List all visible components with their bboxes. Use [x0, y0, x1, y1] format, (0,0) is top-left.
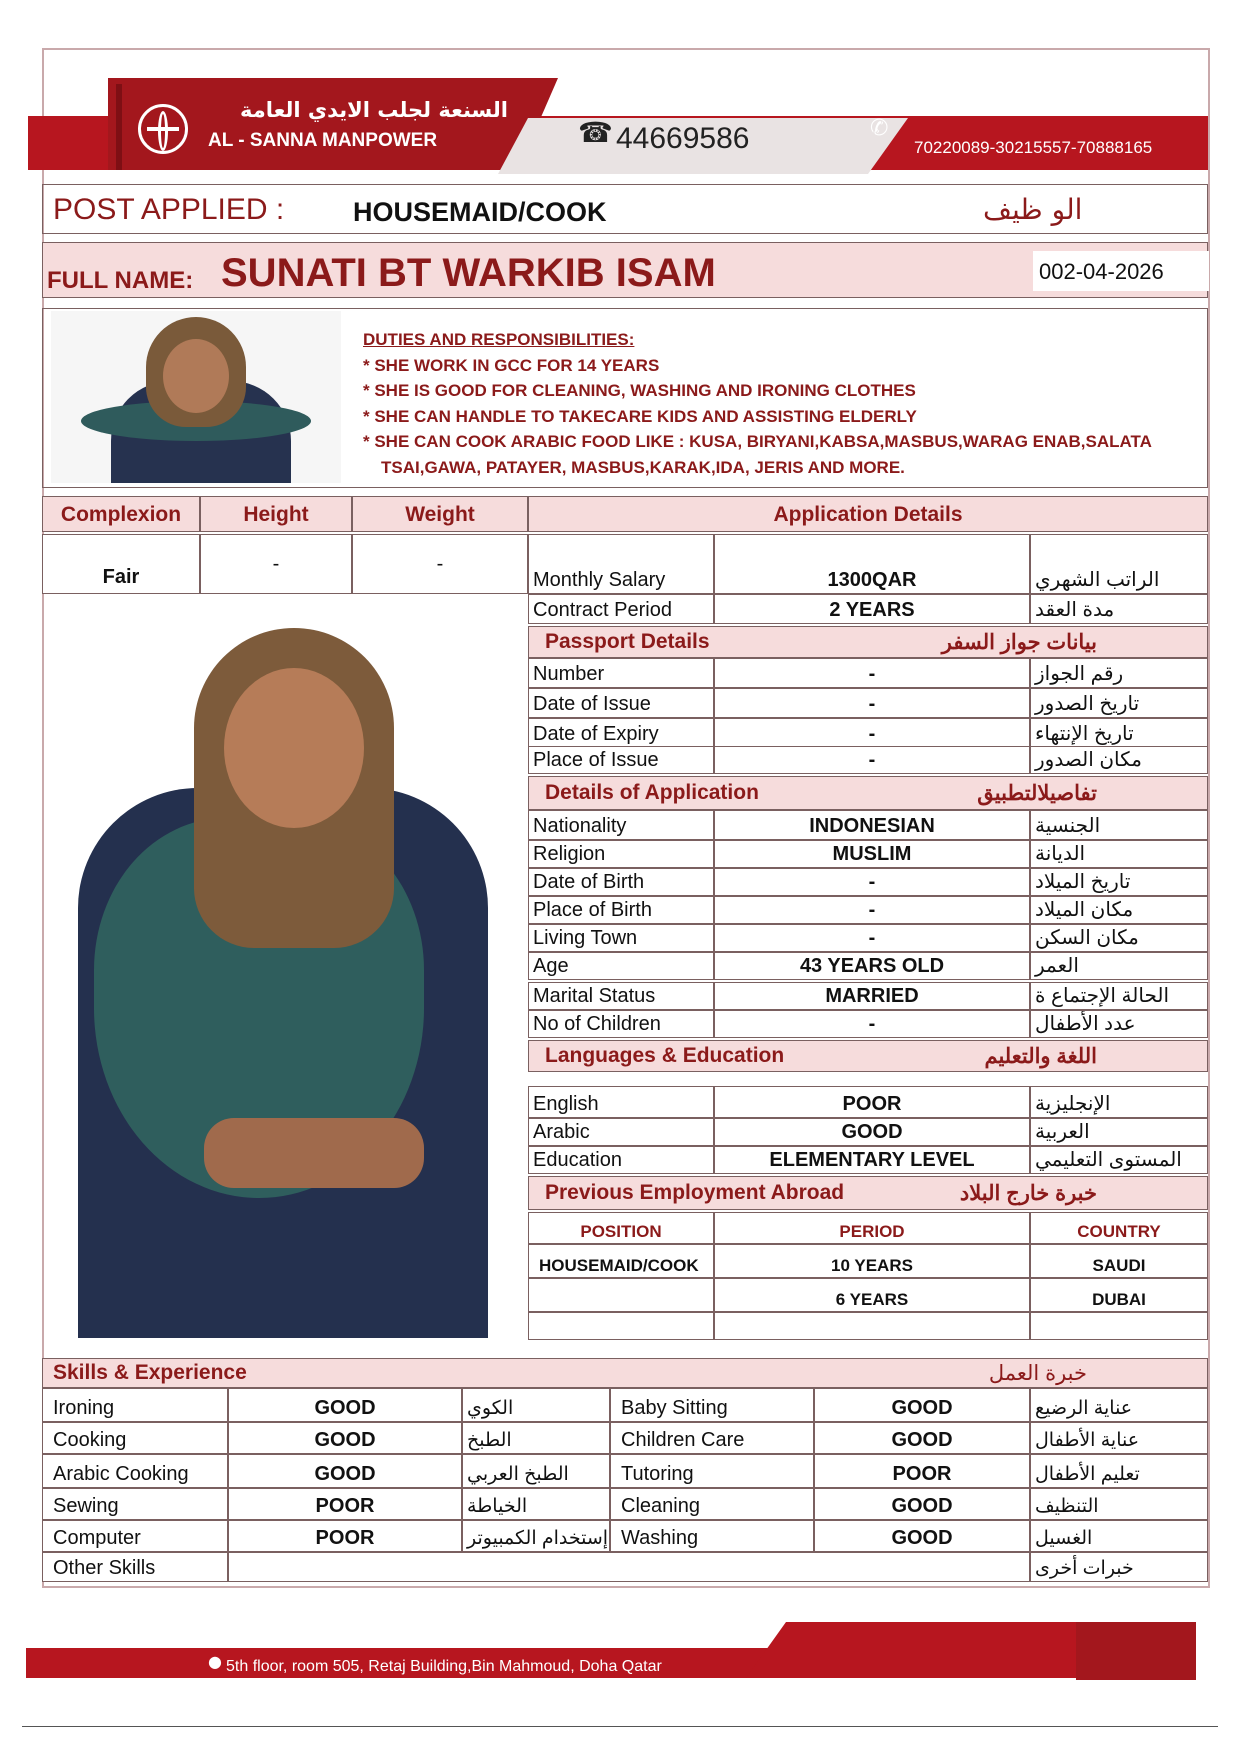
- language-row-value: GOOD: [714, 1118, 1030, 1146]
- height-value: [200, 534, 352, 594]
- passport-row-label-ar: تاريخ الإنتهاء: [1030, 718, 1208, 748]
- globe-logo-icon: [138, 104, 188, 154]
- full-name-label: FULL NAME:: [47, 267, 194, 294]
- weight-text: -: [436, 553, 444, 575]
- details-row-value: INDONESIAN: [714, 810, 1030, 840]
- passport-row-value: -: [714, 718, 1030, 748]
- passport-row-value: -: [714, 746, 1030, 774]
- skill-label: Baby Sitting: [610, 1388, 814, 1422]
- details-row-value: 43 YEARS OLD: [714, 952, 1030, 980]
- details-row-label-ar: الديانة: [1030, 840, 1208, 868]
- contract-label-ar: مدة العقد: [1030, 594, 1208, 624]
- passport-row-value: -: [714, 688, 1030, 718]
- language-row-label-ar: المستوى التعليمي: [1030, 1146, 1208, 1174]
- salary-label: Monthly Salary: [528, 534, 714, 594]
- details-row-label-ar: العمر: [1030, 952, 1208, 980]
- passport-row-label: Date of Issue: [528, 688, 714, 718]
- skill-label-ar: الطبخ: [462, 1422, 610, 1454]
- passport-row-label-ar: رقم الجواز: [1030, 658, 1208, 688]
- skill-rating: POOR: [228, 1488, 462, 1520]
- passport-row-label: Number: [528, 658, 714, 688]
- skill-rating: GOOD: [814, 1488, 1030, 1520]
- skill-label-ar: تعليم الأطفال: [1030, 1454, 1208, 1488]
- salary-value: 1300QAR: [714, 534, 1030, 594]
- skill-label-ar: الخياطة: [462, 1488, 610, 1520]
- details-row-label-ar: مكان الميلاد: [1030, 896, 1208, 924]
- phone-icon: ☎: [578, 116, 613, 149]
- language-row-label-ar: العربية: [1030, 1118, 1208, 1146]
- skill-label-ar: الغسيل: [1030, 1520, 1208, 1552]
- passport-row-label-ar: مكان الصدور: [1030, 746, 1208, 774]
- details-row-value: -: [714, 1010, 1030, 1038]
- bottom-rule: [22, 1726, 1218, 1727]
- employment-cell: [528, 1312, 714, 1340]
- full-name-row: [42, 242, 1208, 298]
- details-row-label: Nationality: [528, 810, 714, 840]
- skill-label-ar: الطبخ العربي: [462, 1454, 610, 1488]
- header-banner: [28, 78, 1208, 174]
- skill-rating: GOOD: [814, 1422, 1030, 1454]
- skill-label-ar: إستخدام الكمبيوتر: [462, 1520, 610, 1552]
- location-pin-icon: ●: [208, 1652, 222, 1671]
- employment-cell: DUBAI: [1030, 1278, 1208, 1312]
- languages-title-ar: اللغة والتعليم: [984, 1044, 1097, 1068]
- height-text: -: [272, 553, 280, 575]
- duties-title: DUTIES AND RESPONSIBILITIES:: [363, 330, 635, 349]
- languages-header: [528, 1040, 1208, 1072]
- company-name-en: AL - SANNA MANPOWER: [208, 130, 438, 151]
- employment-col-header: POSITION: [528, 1212, 714, 1244]
- details-header: [528, 776, 1208, 810]
- mobile-numbers: 70220089-30215557-70888165: [914, 138, 1153, 157]
- employment-col-header: PERIOD: [714, 1212, 1030, 1244]
- duty-item: TSAI,GAWA, PATAYER, MASBUS,KARAK,IDA, JERIS AND MORE.: [381, 457, 905, 477]
- other-skills-label: Other Skills: [42, 1552, 228, 1582]
- passport-title-ar: بيانات جواز السفر: [941, 630, 1097, 654]
- details-row-label: Marital Status: [528, 982, 714, 1010]
- language-row-value: POOR: [714, 1086, 1030, 1118]
- skill-label: Arabic Cooking: [42, 1454, 228, 1488]
- footer-banner: [26, 1622, 1196, 1680]
- application-details-header: Application Details: [528, 496, 1208, 532]
- passport-row-label: Date of Expiry: [528, 718, 714, 748]
- details-row-label: Place of Birth: [528, 896, 714, 924]
- skill-label: Cleaning: [610, 1488, 814, 1520]
- skill-label-ar: عناية الأطفال: [1030, 1422, 1208, 1454]
- language-row-label: English: [528, 1086, 714, 1118]
- skill-label: Children Care: [610, 1422, 814, 1454]
- post-applied-value: HOUSEMAID/COOK: [353, 197, 607, 227]
- employment-cell: 6 YEARS: [714, 1278, 1030, 1312]
- reference-code-text: 002-04-2026: [1039, 259, 1164, 284]
- post-applied-label-ar: الو ظيف: [983, 193, 1083, 226]
- details-row-label-ar: تاريخ الميلاد: [1030, 868, 1208, 896]
- company-name-ar: السنعة لجلب الايدي العامة: [239, 98, 508, 122]
- skills-title-ar: خبرة العمل: [988, 1361, 1087, 1385]
- skill-label: Washing: [610, 1520, 814, 1552]
- skill-label: Cooking: [42, 1422, 228, 1454]
- skill-rating: GOOD: [228, 1422, 462, 1454]
- details-row-label-ar: عدد الأطفال: [1030, 1010, 1208, 1038]
- details-row-label-ar: مكان السكن: [1030, 924, 1208, 952]
- skill-rating: GOOD: [228, 1454, 462, 1488]
- passport-title: Passport Details: [545, 630, 710, 653]
- details-title-ar: تفاصيلالتطبيق: [977, 781, 1097, 805]
- skill-label-ar: عناية الرضيع: [1030, 1388, 1208, 1422]
- passport-row-label-ar: تاريخ الصدور: [1030, 688, 1208, 718]
- details-title: Details of Application: [545, 781, 759, 804]
- complexion-text: Fair: [102, 566, 140, 588]
- details-row-label: No of Children: [528, 1010, 714, 1038]
- passport-row-label: Place of Issue: [528, 746, 714, 774]
- duties-section: [42, 308, 1208, 488]
- employment-title-ar: خبرة خارج البلاد: [959, 1181, 1097, 1205]
- skill-rating: POOR: [228, 1520, 462, 1552]
- duties-list: [363, 327, 1203, 480]
- employment-title: Previous Employment Abroad: [545, 1181, 845, 1204]
- weight-value: [352, 534, 528, 594]
- languages-title: Languages & Education: [545, 1044, 785, 1067]
- skill-label: Sewing: [42, 1488, 228, 1520]
- skill-label: Computer: [42, 1520, 228, 1552]
- post-applied-row: [42, 184, 1208, 234]
- details-row-value: -: [714, 868, 1030, 896]
- duty-item: * SHE WORK IN GCC FOR 14 YEARS: [363, 355, 660, 375]
- skill-label: Tutoring: [610, 1454, 814, 1488]
- language-row-value: ELEMENTARY LEVEL: [714, 1146, 1030, 1174]
- details-row-label: Date of Birth: [528, 868, 714, 896]
- details-row-label: Age: [528, 952, 714, 980]
- small-photo: [51, 311, 341, 483]
- contract-value: 2 YEARS: [714, 594, 1030, 624]
- employment-cell: SAUDI: [1030, 1244, 1208, 1278]
- skill-rating: GOOD: [814, 1520, 1030, 1552]
- complexion-header: Complexion: [42, 496, 200, 532]
- skill-rating: GOOD: [814, 1388, 1030, 1422]
- language-row-label-ar: الإنجليزية: [1030, 1086, 1208, 1118]
- height-header: Height: [200, 496, 352, 532]
- employment-cell: 10 YEARS: [714, 1244, 1030, 1278]
- details-row-label: Living Town: [528, 924, 714, 952]
- duty-item: * SHE CAN COOK ARABIC FOOD LIKE : KUSA, BIRYANI,KABSA,MASBUS,WARAG ENAB,SALATA: [363, 432, 1152, 451]
- skill-label-ar: الكوي: [462, 1388, 610, 1422]
- details-row-value: -: [714, 896, 1030, 924]
- details-row-label-ar: الجنسية: [1030, 810, 1208, 840]
- skill-rating: GOOD: [228, 1388, 462, 1422]
- details-row-value: -: [714, 924, 1030, 952]
- employment-header: [528, 1176, 1208, 1210]
- passport-header: [528, 626, 1208, 658]
- salary-label-ar: الراتب الشهري: [1030, 534, 1208, 594]
- language-row-label: Arabic: [528, 1118, 714, 1146]
- employment-cell: [714, 1312, 1030, 1340]
- other-skills-value: [228, 1552, 1030, 1582]
- post-applied-label: POST APPLIED :: [53, 193, 285, 226]
- employment-cell: [528, 1278, 714, 1312]
- skill-label-ar: التنظيف: [1030, 1488, 1208, 1520]
- employment-cell: HOUSEMAID/COOK: [528, 1244, 714, 1278]
- language-row-label: Education: [528, 1146, 714, 1174]
- passport-row-value: -: [714, 658, 1030, 688]
- other-skills-label-ar: خبرات أخرى: [1030, 1552, 1208, 1582]
- duty-item: * SHE CAN HANDLE TO TAKECARE KIDS AND ASSISTING ELDERLY: [363, 406, 917, 426]
- employment-cell: [1030, 1312, 1208, 1340]
- skills-title: Skills & Experience: [53, 1361, 247, 1384]
- skill-rating: POOR: [814, 1454, 1030, 1488]
- weight-header: Weight: [352, 496, 528, 532]
- complexion-value: [42, 534, 200, 594]
- details-row-value: MARRIED: [714, 982, 1030, 1010]
- mobile-icon: ✆: [870, 116, 889, 141]
- duty-item: * SHE IS GOOD FOR CLEANING, WASHING AND IRONING CLOTHES: [363, 381, 916, 400]
- details-row-label-ar: الحالة الإجتماع ة: [1030, 982, 1208, 1010]
- contract-label: Contract Period: [528, 594, 714, 624]
- full-name-value: SUNATI BT WARKIB ISAM: [221, 251, 716, 295]
- large-photo: [44, 598, 526, 1340]
- skill-label: Ironing: [42, 1388, 228, 1422]
- footer-address: 5th floor, room 505, Retaj Building,Bin Mahmoud, Doha Qatar: [226, 1658, 662, 1675]
- employment-col-header: COUNTRY: [1030, 1212, 1208, 1244]
- details-row-value: MUSLIM: [714, 840, 1030, 868]
- details-row-label: Religion: [528, 840, 714, 868]
- skills-header: [42, 1358, 1208, 1388]
- phone-number: 44669586: [616, 122, 750, 155]
